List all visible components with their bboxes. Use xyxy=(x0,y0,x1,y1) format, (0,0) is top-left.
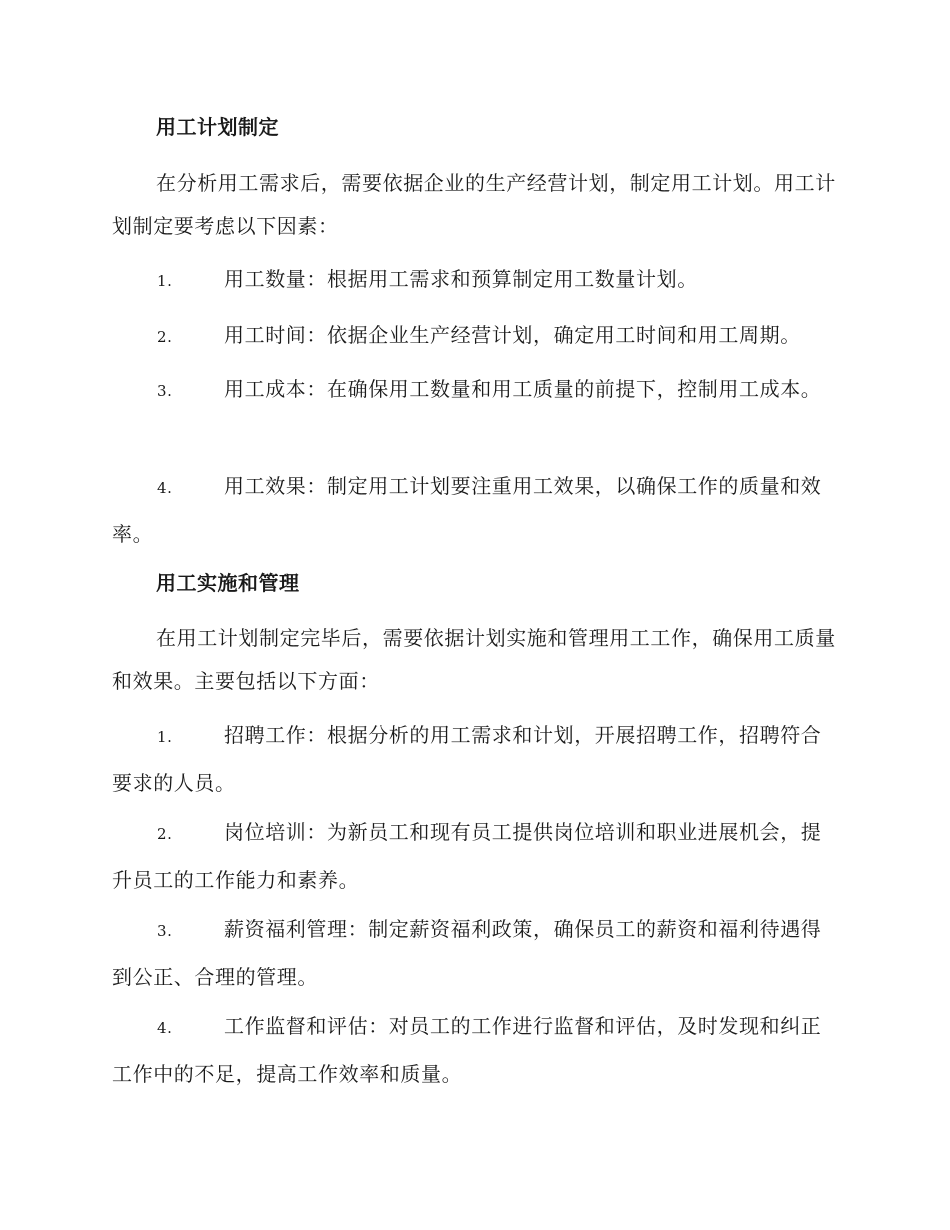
list-item xyxy=(112,463,838,557)
list-number: 3. xyxy=(157,922,173,940)
list-item-text: 用工成本：在确保用工数量和用工质量的前提下，控制用工成本。 xyxy=(224,377,822,401)
list-item xyxy=(112,712,838,806)
list-item-text: 岗位培训：为新员工和现有员工提供岗位培训和职业进展机会，提升员工的工作能力和素养。 xyxy=(112,820,822,892)
section-heading-implementation: 用工实施和管理 xyxy=(156,571,300,595)
list-number: 3. xyxy=(157,382,173,400)
list-number: 4. xyxy=(157,1019,173,1037)
list-number: 2. xyxy=(157,328,173,346)
list-number: 2. xyxy=(157,825,173,843)
section-heading-plan: 用工计划制定 xyxy=(156,115,279,139)
list-item xyxy=(112,312,838,360)
list-item xyxy=(112,1003,838,1097)
list-number: 1. xyxy=(157,272,173,290)
list-item-text: 工作监督和评估：对员工的工作进行监督和评估，及时发现和纠正工作中的不足，提高工作效率和质量。 xyxy=(112,1014,822,1086)
list-item-text: 薪资福利管理：制定薪资福利政策，确保员工的薪资和福利待遇得到公正、合理的管理。 xyxy=(112,917,822,989)
list-item xyxy=(112,809,838,903)
list-item-text: 用工时间：依据企业生产经营计划，确定用工时间和用工周期。 xyxy=(224,323,801,347)
list-item-text: 用工数量：根据用工需求和预算制定用工数量计划。 xyxy=(224,267,698,291)
list-item-text: 招聘工作：根据分析的用工需求和计划，开展招聘工作，招聘符合要求的人员。 xyxy=(112,723,822,795)
list-item-text: 用工效果：制定用工计划要注重用工效果，以确保工作的质量和效率。 xyxy=(112,474,822,546)
list-item xyxy=(112,906,838,1000)
list-number: 1. xyxy=(157,728,173,746)
section-intro-plan: 在分析用工需求后，需要依据企业的生产经营计划，制定用工计划。用工计划制定要考虑以下因素： xyxy=(112,171,836,238)
section-intro-implementation: 在用工计划制定完毕后，需要依据计划实施和管理用工工作，确保用工质量和效果。主要包括以下方面： xyxy=(112,626,836,693)
list-number: 4. xyxy=(157,479,173,497)
list-item xyxy=(112,256,838,304)
list-item xyxy=(112,366,838,414)
